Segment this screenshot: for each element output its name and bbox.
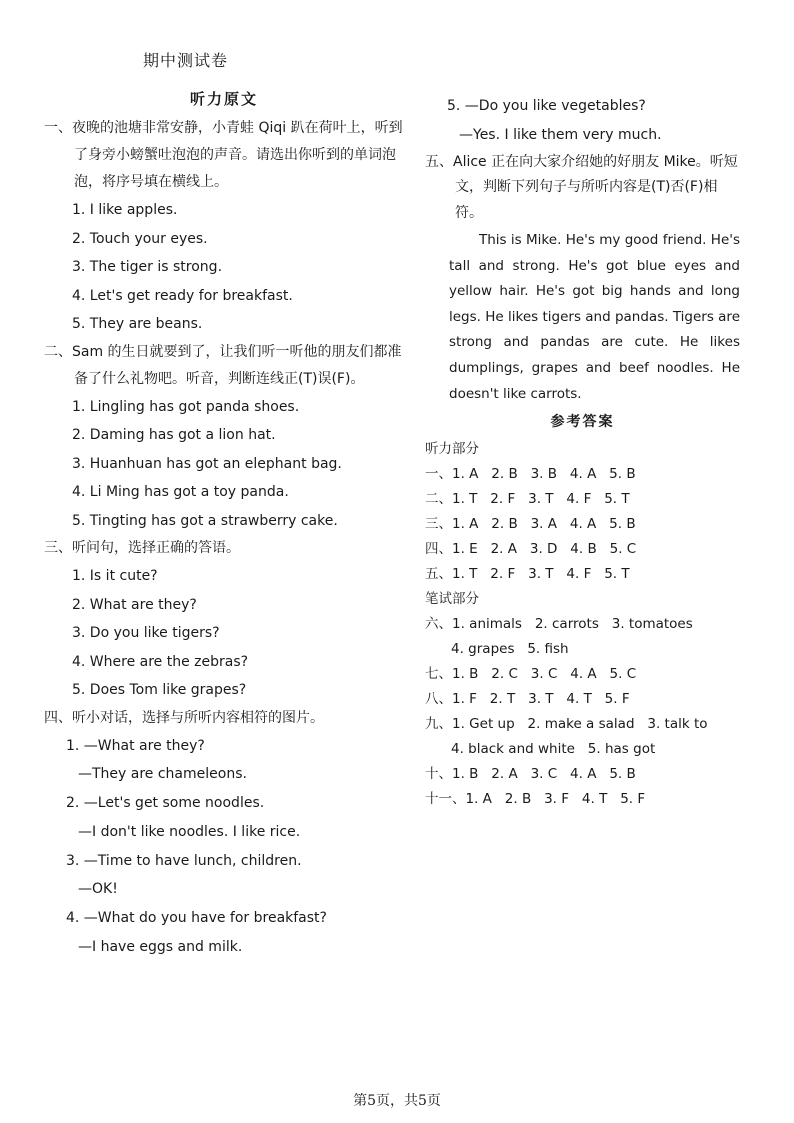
dialog-question: 5. —Do you like vegetables?: [447, 98, 646, 114]
answer-row: 九、1. Get up 2. make a salad 3. talk to: [425, 716, 708, 733]
page-footer: 第5页，共5页: [353, 1093, 441, 1109]
list-item: 1. Lingling has got panda shoes.: [72, 398, 300, 415]
section2-instruction: 二、Sam 的生日就要到了，让我们听一听他的朋友们都准备了什么礼物吧。听音，判断连线正(T)误(F)。: [44, 343, 402, 387]
list-item: 3. Huanhuan has got an elephant bag.: [72, 455, 342, 472]
section1-instruction: 一、夜晚的池塘非常安静，小青蛙 Qiqi 趴在荷叶上，听到了身旁小螃蟹吐泡泡的声音。请选出你听到的单词泡泡，将序号填在横线上。: [44, 120, 403, 190]
answer-row: 六、1. animals 2. carrots 3. tomatoes: [425, 616, 693, 633]
dialog-question: 4. —What do you have for breakfast?: [66, 910, 327, 927]
answer-row-continuation: 4. black and white 5. has got: [451, 741, 656, 758]
answer-row: 八、1. F 2. T 3. T 4. T 5. F: [425, 691, 630, 708]
list-item: 5. Does Tom like grapes?: [72, 682, 247, 698]
list-item: 2. Daming has got a lion hat.: [72, 427, 276, 443]
list-item: 2. Touch your eyes.: [72, 230, 208, 247]
answer-row: 四、1. E 2. A 3. D 4. B 5. C: [425, 541, 637, 558]
list-item: 3. The tiger is strong.: [72, 259, 223, 275]
answer-row-continuation: 4. grapes 5. fish: [451, 641, 569, 658]
answers-heading: 参考答案: [550, 414, 615, 431]
dialog-answer: —OK!: [78, 881, 118, 898]
dialog-answer: —I have eggs and milk.: [78, 939, 243, 956]
list-item: 2. What are they?: [72, 596, 197, 613]
dialog-question: 1. —What are they?: [66, 737, 205, 754]
right-column: [425, 92, 740, 812]
answer-row: 七、1. B 2. C 3. C 4. A 5. C: [425, 666, 637, 683]
answer-row: 三、1. A 2. B 3. A 4. A 5. B: [425, 516, 636, 533]
listening-heading: 听力原文: [189, 90, 258, 108]
list-item: 5. They are beans.: [72, 316, 203, 332]
dialog-question: 3. —Time to have lunch, children.: [66, 852, 302, 869]
section5-instruction: 五、Alice 正在向大家介绍她的好朋友 Mike。听短文，判断下列句子与所听内容是(T)否(F)相符。: [425, 153, 738, 221]
section5-passage: This is Mike. He's my good friend. He's tall and strong. He's got blue eyes and yellow hair. He's got big hands and long legs. He likes tigers and pandas. Tigers are strong and pandas are cute. He likes dumplings, grapes and beef noodles. He doesn't like carrots.: [449, 232, 740, 402]
dialog-answer: —They are chameleons.: [78, 766, 247, 783]
answers-writing-label: 笔试部分: [425, 591, 479, 608]
list-item: 3. Do you like tigers?: [72, 625, 220, 641]
list-item: 4. Let's get ready for breakfast.: [72, 287, 293, 304]
list-item: 1. Is it cute?: [72, 568, 158, 584]
answer-row: 五、1. T 2. F 3. T 4. F 5. T: [425, 566, 630, 583]
section4-instruction: 四、听小对话，选择与所听内容相符的图片。: [44, 709, 324, 726]
section3-instruction: 三、听问句，选择正确的答语。: [44, 540, 240, 556]
list-item: 4. Li Ming has got a toy panda.: [72, 484, 289, 500]
answer-row: 二、1. T 2. F 3. T 4. F 5. T: [425, 491, 630, 508]
list-item: 1. I like apples.: [72, 202, 178, 218]
left-column: [44, 88, 404, 962]
dialog-question: 2. —Let's get some noodles.: [66, 795, 265, 812]
page-title: 期中测试卷: [143, 51, 229, 70]
answers-listening-label: 听力部分: [425, 441, 479, 458]
dialog-answer: —I don't like noodles. I like rice.: [78, 823, 301, 840]
list-item: 5. Tingting has got a strawberry cake.: [72, 512, 338, 529]
dialog-answer: —Yes. I like them very much.: [459, 126, 662, 143]
answer-row: 十一、1. A 2. B 3. F 4. T 5. F: [425, 791, 646, 808]
answer-row: 一、1. A 2. B 3. B 4. A 5. B: [425, 466, 636, 483]
answer-row: 十、1. B 2. A 3. C 4. A 5. B: [425, 766, 636, 783]
list-item: 4. Where are the zebras?: [72, 653, 249, 670]
